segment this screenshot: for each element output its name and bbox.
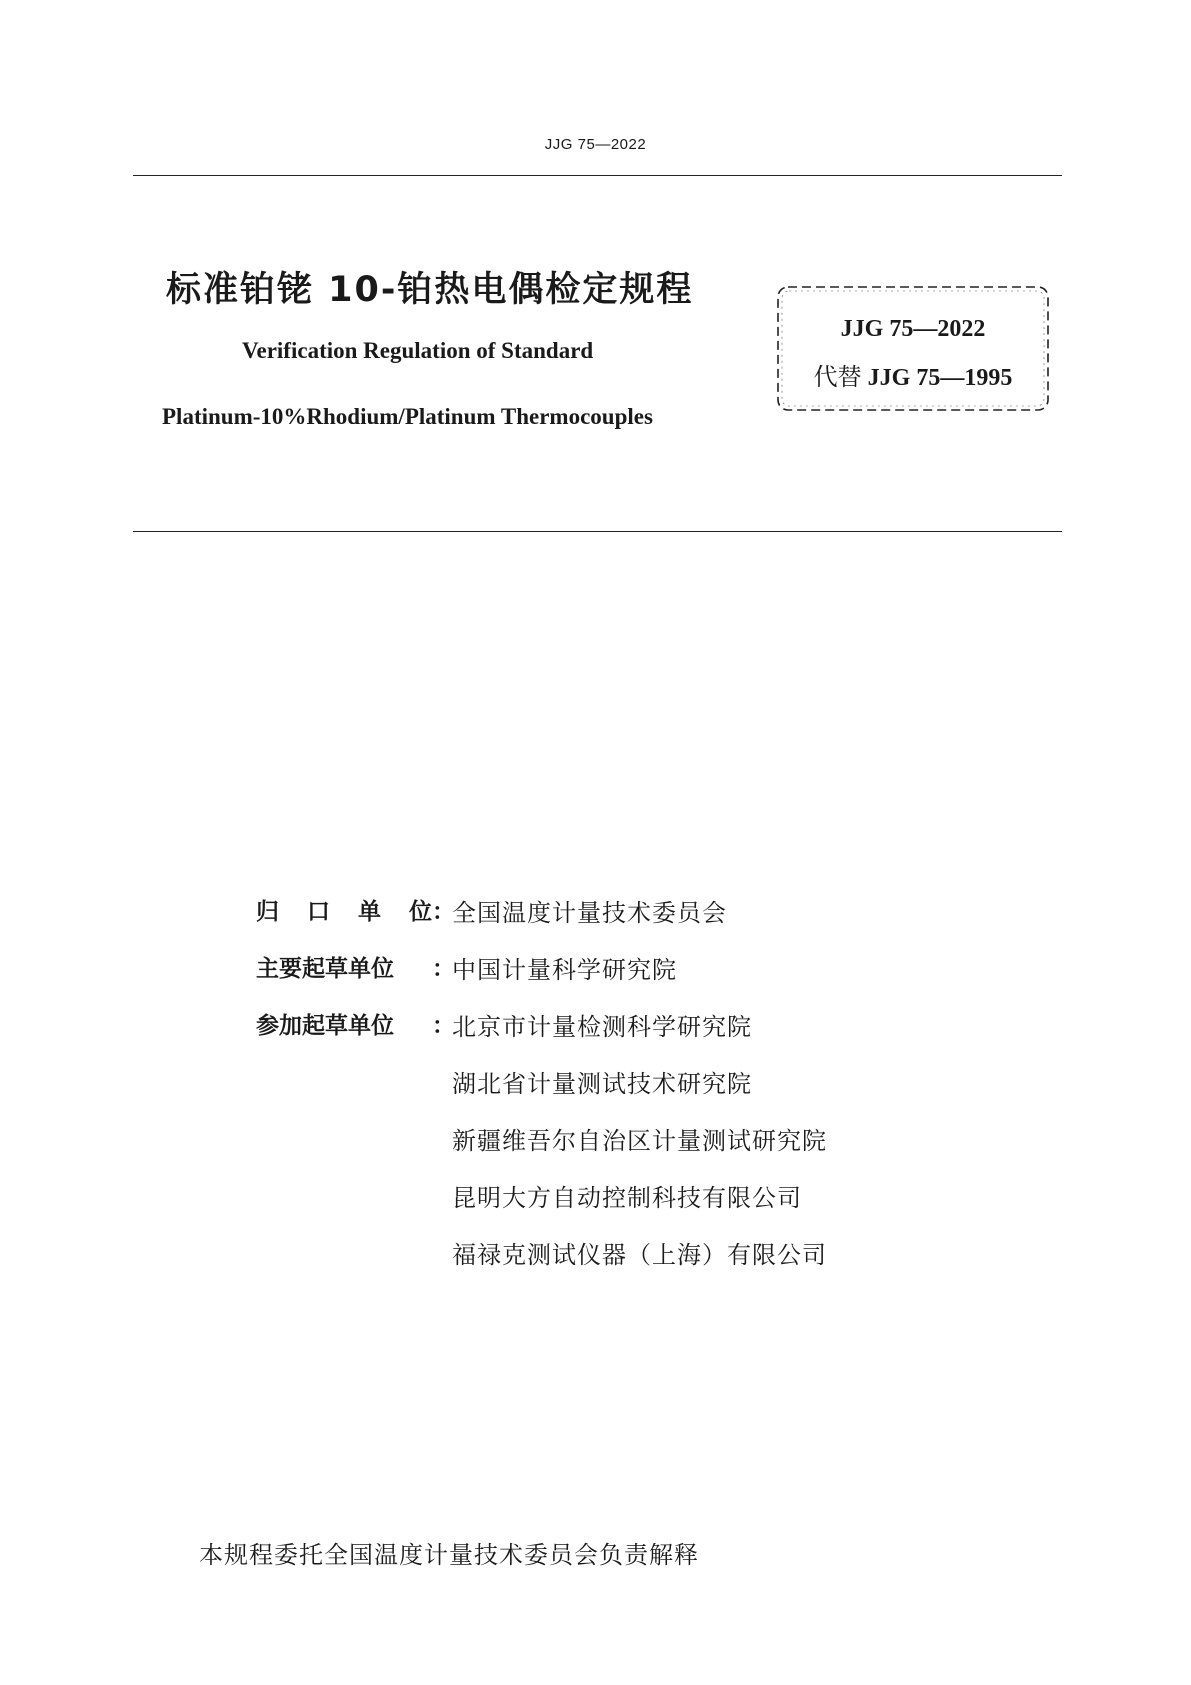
participating-label: 参加起草单位: [256, 1013, 394, 1039]
label-char: 口: [307, 899, 330, 925]
label-colon: ：: [432, 956, 455, 982]
main-drafting-value: 中国计量科学研究院: [452, 956, 677, 984]
label-char: 归: [256, 899, 279, 925]
replaces-label: 代替: [813, 365, 862, 391]
participating-value: 湖北省计量测试技术研究院: [452, 1070, 752, 1098]
replaces-code: JJG 75—1995: [867, 365, 1013, 391]
title-rule: [133, 531, 1062, 532]
participating-value: 新疆维吾尔自治区计量测试研究院: [452, 1127, 827, 1155]
title-en-line2: Platinum-10%Rhodium/Platinum Thermocouples: [162, 404, 653, 429]
label-char: 位: [409, 899, 432, 925]
title-zh: 标准铂铑 10-铂热电偶检定规程: [166, 270, 694, 310]
interpretation-note: 本规程委托全国温度计量技术委员会负责解释: [199, 1541, 699, 1569]
title-en-line1: Verification Regulation of Standard: [242, 338, 594, 363]
label-colon: ：: [432, 899, 455, 925]
participating-value: 北京市计量检测科学研究院: [452, 1013, 752, 1041]
responsible-unit-label: [256, 893, 432, 926]
main-drafting-label: 主要起草单位: [256, 956, 394, 982]
standard-code: JJG 75—2022: [840, 316, 986, 342]
label-colon: ：: [432, 1013, 455, 1039]
code-box: [774, 283, 1052, 414]
header-rule: [133, 175, 1062, 176]
code-box-border: [774, 283, 1052, 414]
replaces-line: [774, 357, 1052, 392]
responsible-unit-value: 全国温度计量技术委员会: [452, 899, 727, 927]
participating-value: 福禄克测试仪器（上海）有限公司: [452, 1241, 827, 1269]
running-header-code: JJG 75—2022: [544, 136, 647, 153]
participating-value: 昆明大方自动控制科技有限公司: [452, 1184, 802, 1212]
label-char: 单: [358, 899, 381, 925]
